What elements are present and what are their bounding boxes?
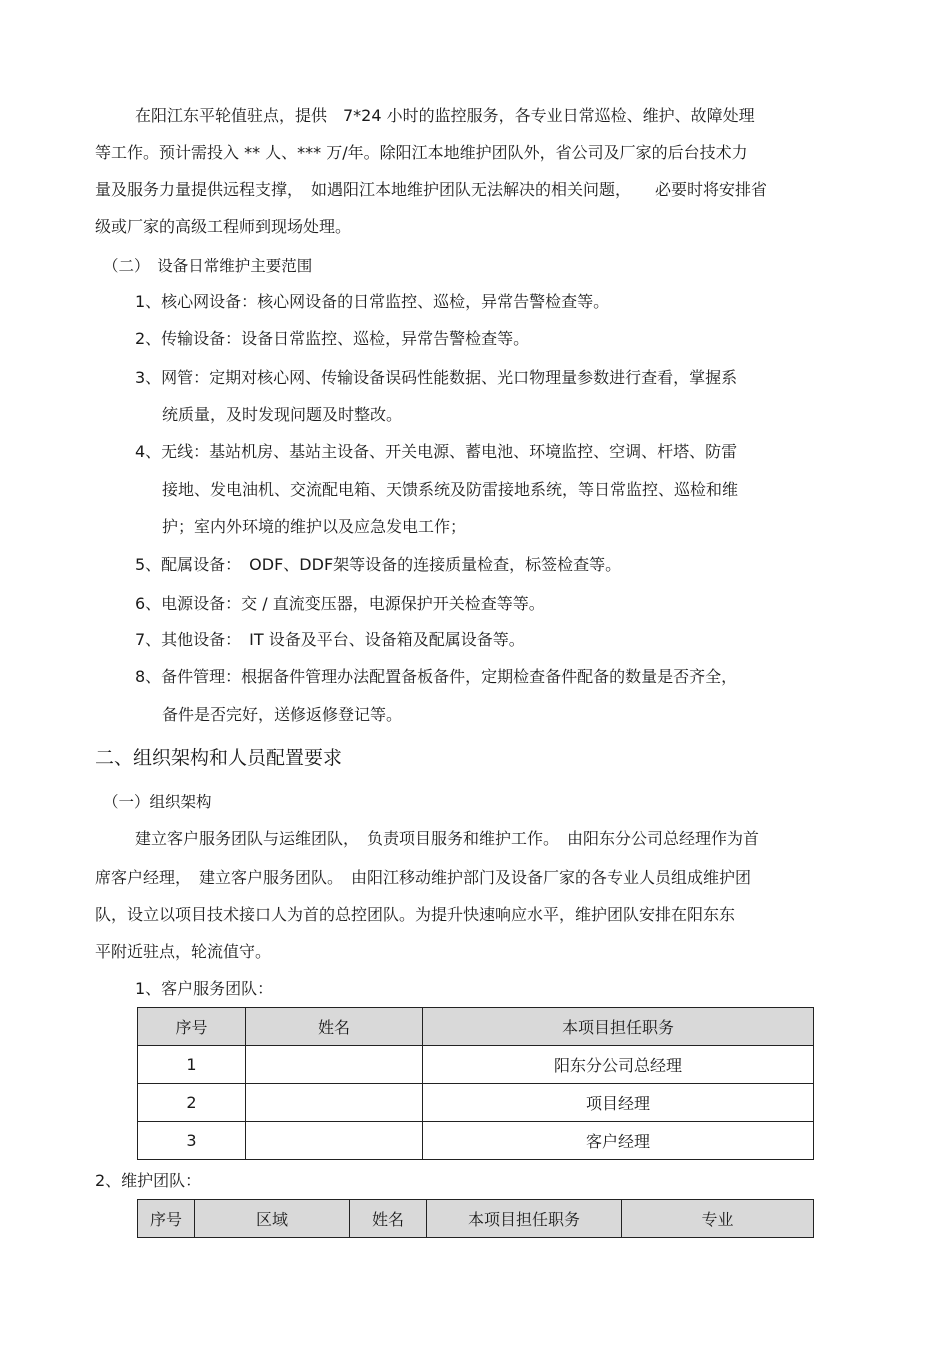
table-cell <box>246 1122 423 1160</box>
scope-item: 3、网管：定期对核心网、传输设备误码性能数据、光口物理量参数进行查看，掌握系 <box>135 368 738 387</box>
header-cell: 本项目担任职务 <box>427 1200 622 1238</box>
scope-item: 7、其他设备： IT 设备及平台、设备箱及配属设备等。 <box>135 630 525 649</box>
org-text-line: 平附近驻点，轮流值守。 <box>95 942 272 961</box>
header-cell: 姓名 <box>246 1008 423 1046</box>
table1-caption: 1、客户服务团队： <box>135 979 274 998</box>
table-cell <box>246 1084 423 1122</box>
scope-item: 8、备件管理：根据备件管理办法配置备板备件，定期检查备件配备的数量是否齐全， <box>135 667 738 686</box>
intro-line-1: 在阳江东平轮值驻点，提供 7*24 小时的监控服务，各专业日常巡检、维护、故障处理 <box>135 106 755 125</box>
scope-item: 5、配属设备： ODF、DDF架等设备的连接质量检查，标签检查等。 <box>135 555 622 574</box>
header-cell: 序号 <box>138 1200 195 1238</box>
org-text-line: 建立客户服务团队与运维团队， 负责项目服务和维护工作。 由阳东分公司总经理作为首 <box>135 829 760 848</box>
header-cell: 序号 <box>138 1008 246 1046</box>
intro-line-3: 量及服务力量提供远程支撑， 如遇阳江本地维护团队无法解决的相关问题， 必要时将安排省 <box>95 180 768 199</box>
scope-item: 2、传输设备：设备日常监控、巡检，异常告警检查等。 <box>135 329 530 348</box>
scope-item-continued: 统质量，及时发现问题及时整改。 <box>162 405 403 424</box>
header-cell: 专业 <box>622 1200 814 1238</box>
table-cell <box>246 1046 423 1084</box>
table-cell: 阳东分公司总经理 <box>423 1046 814 1084</box>
scope-item: 6、电源设备：交 / 直流变压器，电源保护开关检查等等。 <box>135 594 545 613</box>
org-text-line: 席客户经理， 建立客户服务团队。 由阳江移动维护部门及设备厂家的各专业人员组成维护团 <box>95 868 752 887</box>
header-cell: 姓名 <box>350 1200 427 1238</box>
header-cell: 区域 <box>195 1200 350 1238</box>
scope-item-continued: 护；室内外环境的维护以及应急发电工作； <box>162 517 467 536</box>
chapter-heading: 二、组织架构和人员配置要求 <box>95 747 343 769</box>
table-cell: 1 <box>138 1046 246 1084</box>
table-header-row <box>138 1200 814 1238</box>
scope-item-continued: 备件是否完好，送修返修登记等。 <box>162 705 403 724</box>
org-heading: （一）组织架构 <box>103 793 212 811</box>
table-row <box>138 1084 814 1122</box>
scope-item: 1、核心网设备：核心网设备的日常监控、巡检，异常告警检查等。 <box>135 292 610 311</box>
org-text-line: 队，设立以项目技术接口人为首的总控团队。为提升快速响应水平，维护团队安排在阳东东 <box>95 905 736 924</box>
table-cell: 客户经理 <box>423 1122 814 1160</box>
table-cell: 2 <box>138 1084 246 1122</box>
customer-service-team-table <box>137 1007 814 1160</box>
header-cell: 本项目担任职务 <box>423 1008 814 1046</box>
table-cell: 3 <box>138 1122 246 1160</box>
scope-item: 4、无线：基站机房、基站主设备、开关电源、蓄电池、环境监控、空调、杆塔、防雷 <box>135 442 738 461</box>
table2-caption: 2、维护团队： <box>95 1171 202 1190</box>
table-header-row <box>138 1008 814 1046</box>
table-row <box>138 1046 814 1084</box>
section-heading: （二） 设备日常维护主要范围 <box>103 257 313 275</box>
table-cell: 项目经理 <box>423 1084 814 1122</box>
scope-item-continued: 接地、发电油机、交流配电箱、天馈系统及防雷接地系统，等日常监控、巡检和维 <box>162 480 739 499</box>
maintenance-team-table <box>137 1199 814 1238</box>
intro-line-2: 等工作。预计需投入 ** 人、*** 万/年。除阳江本地维护团队外，省公司及厂家的后台技术力 <box>95 143 748 162</box>
table-row <box>138 1122 814 1160</box>
intro-line-4: 级或厂家的高级工程师到现场处理。 <box>95 217 352 236</box>
